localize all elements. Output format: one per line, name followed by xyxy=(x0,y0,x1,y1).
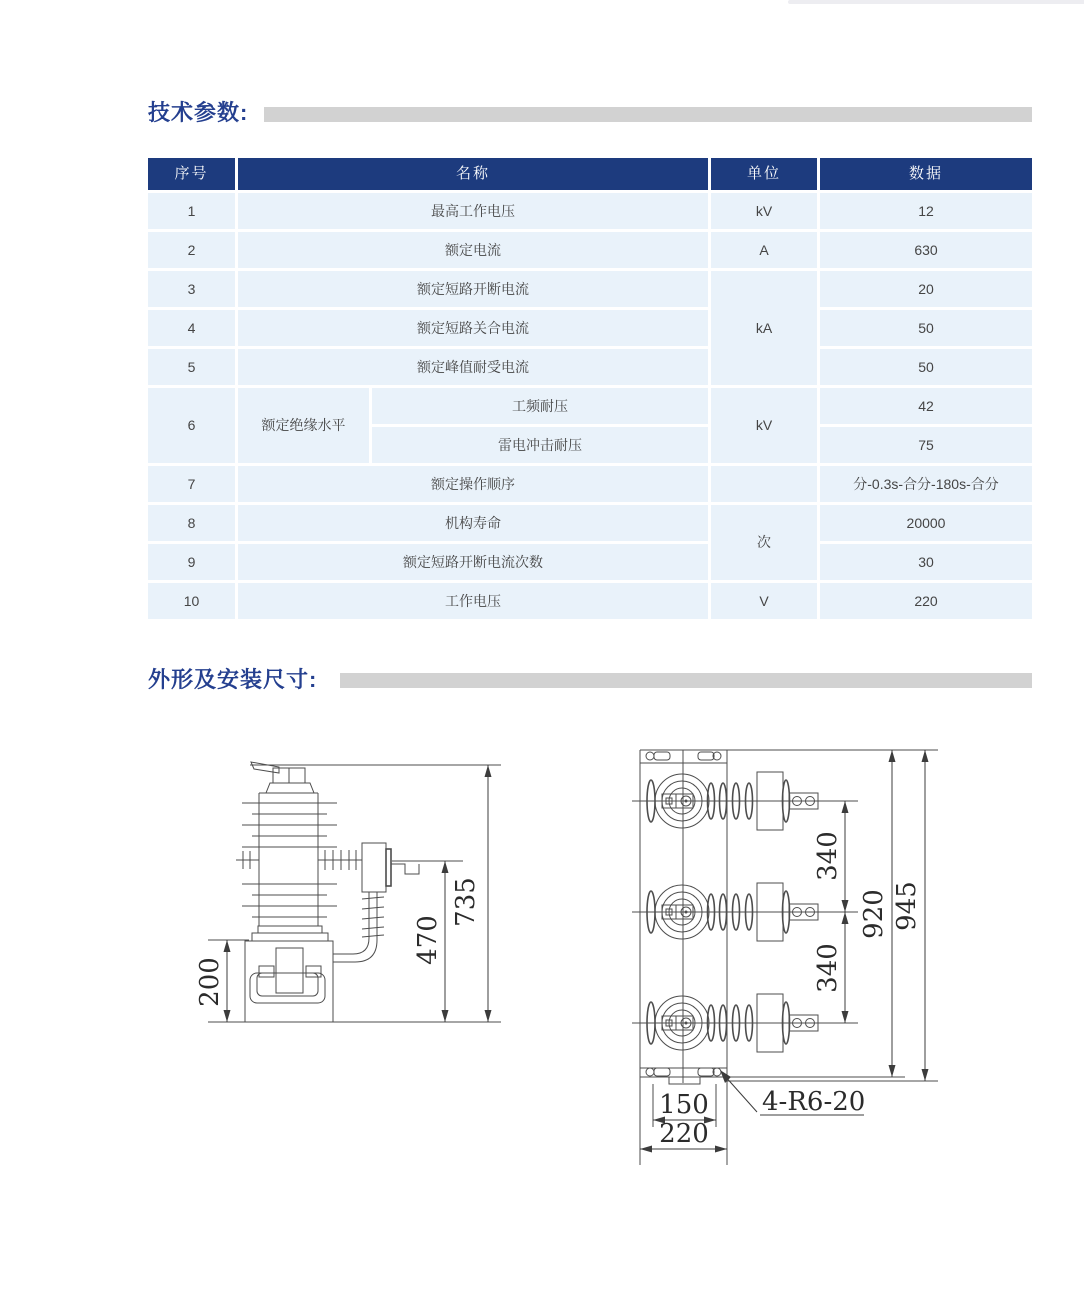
dim-side-base-height xyxy=(195,940,231,1022)
tech-params-title: 技术参数: xyxy=(148,100,249,125)
dim-overall-height xyxy=(892,750,929,1081)
dim-frame-height xyxy=(859,750,896,1077)
side-view-drawing xyxy=(195,762,501,1022)
row10-no: 10 xyxy=(148,583,235,619)
row3-data: 20 xyxy=(820,271,1032,307)
row1-name: 最高工作电压 xyxy=(238,193,708,229)
row1-data: 12 xyxy=(820,193,1032,229)
row1-no: 1 xyxy=(148,193,235,229)
row8-name: 机构寿命 xyxy=(238,505,708,541)
col-header-no: 序号 xyxy=(148,158,235,190)
row8-data: 20000 xyxy=(820,505,1032,541)
dim-150-label: 150 xyxy=(659,1090,709,1120)
dim-side-total-height xyxy=(451,765,492,1022)
row5-no: 5 xyxy=(148,349,235,385)
unit-ci-merged: 次 xyxy=(711,505,817,580)
row2-name: 额定电流 xyxy=(238,232,708,268)
dim-340b-label: 340 xyxy=(813,943,843,993)
row4-data: 50 xyxy=(820,310,1032,346)
row9-name: 额定短路开断电流次数 xyxy=(238,544,708,580)
row2-unit: A xyxy=(711,232,817,268)
unit-ka-merged: kA xyxy=(711,271,817,385)
row6-sub2-data: 75 xyxy=(820,427,1032,463)
row5-data: 50 xyxy=(820,349,1032,385)
col-header-data: 数据 xyxy=(820,158,1032,190)
row7-name: 额定操作顺序 xyxy=(238,466,708,502)
dim-735-label: 735 xyxy=(451,877,481,927)
dim-340a-label: 340 xyxy=(813,831,843,881)
dim-pole-pitch-lower xyxy=(813,912,849,1023)
row6-group: 额定绝缘水平 xyxy=(238,388,369,463)
dim-470-label: 470 xyxy=(413,915,443,965)
row6-no: 6 xyxy=(148,388,235,463)
row9-data: 30 xyxy=(820,544,1032,580)
dim-side-contact-height xyxy=(413,861,449,1022)
dim-200-label: 200 xyxy=(195,957,225,1007)
dim-220-label: 220 xyxy=(659,1119,709,1149)
row2-no: 2 xyxy=(148,232,235,268)
row7-no: 7 xyxy=(148,466,235,502)
slot-callout-label: 4-R6-20 xyxy=(762,1087,866,1117)
row6-sub1-name: 工频耐压 xyxy=(372,388,708,424)
row5-name: 额定峰值耐受电流 xyxy=(238,349,708,385)
top-view-drawing xyxy=(632,750,938,1165)
dim-945-label: 945 xyxy=(892,881,922,931)
row6-sub2-name: 雷电冲击耐压 xyxy=(372,427,708,463)
row1-unit: kV xyxy=(711,193,817,229)
dimensions-title: 外形及安装尺寸: xyxy=(148,667,318,692)
row7-data: 分-0.3s-合分-180s-合分 xyxy=(820,466,1032,502)
row3-name: 额定短路开断电流 xyxy=(238,271,708,307)
row10-name: 工作电压 xyxy=(238,583,708,619)
dim-920-label: 920 xyxy=(859,889,889,939)
row4-name: 额定短路关合电流 xyxy=(238,310,708,346)
col-header-unit: 单位 xyxy=(711,158,817,190)
row3-no: 3 xyxy=(148,271,235,307)
row2-data: 630 xyxy=(820,232,1032,268)
row4-no: 4 xyxy=(148,310,235,346)
row6-sub1-data: 42 xyxy=(820,388,1032,424)
row10-data: 220 xyxy=(820,583,1032,619)
row8-no: 8 xyxy=(148,505,235,541)
dim-pole-pitch-upper xyxy=(813,801,849,912)
row10-unit: V xyxy=(711,583,817,619)
col-header-name: 名称 xyxy=(238,158,708,190)
row9-no: 9 xyxy=(148,544,235,580)
row6-unit: kV xyxy=(711,388,817,463)
